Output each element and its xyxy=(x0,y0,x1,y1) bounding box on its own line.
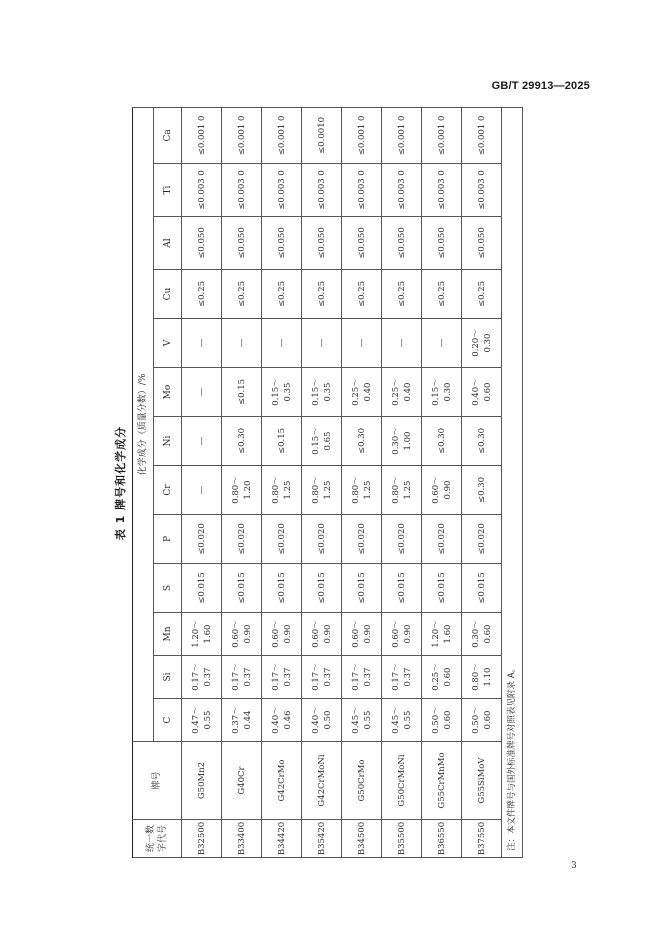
cell-code: B34500 xyxy=(342,820,382,858)
cell-value xyxy=(422,164,462,217)
cell-value xyxy=(382,564,422,613)
cell-value-line: ≤0.25 xyxy=(236,280,247,308)
table-row xyxy=(182,107,222,857)
cell-value-line: ≤0.003 0 xyxy=(436,170,447,210)
cell-value xyxy=(302,466,342,515)
cell-value-line: 0.15～ xyxy=(310,378,321,406)
cell-value xyxy=(222,217,262,270)
cell-value xyxy=(342,164,382,217)
cell-value xyxy=(422,417,462,466)
cell-value-line: 0.37 xyxy=(402,667,413,687)
cell-value-line: 0.60 xyxy=(482,710,493,730)
cell-value-line: 0.90 xyxy=(402,624,413,644)
cell-value xyxy=(182,699,222,742)
cell-code: B37550 xyxy=(462,820,502,858)
cell-value-line: ≤0.15 xyxy=(276,427,287,455)
cell-value xyxy=(422,699,462,742)
cell-value-line: ≤0.25 xyxy=(476,280,487,308)
header-element: Cr xyxy=(154,466,182,515)
cell-value-line: 0.60 xyxy=(482,382,493,402)
cell-value-line: ≤0.050 xyxy=(396,227,407,259)
cell-value-line: 0.60～ xyxy=(430,476,441,504)
cell-value xyxy=(382,515,422,564)
cell-value-line: ≤0.003 0 xyxy=(276,170,287,210)
cell-value-line: 0.50 xyxy=(322,710,333,730)
cell-value-line: 0.55 xyxy=(402,710,413,730)
cell-value-line: ≤0.003 0 xyxy=(316,170,327,210)
cell-value xyxy=(382,164,422,217)
cell-grade: G42CrMoNi xyxy=(302,742,342,820)
cell-grade: G40Cr xyxy=(222,742,262,820)
cell-value-line: 0.46 xyxy=(282,710,293,730)
cell-value xyxy=(422,613,462,656)
cell-value-line: 1.25 xyxy=(362,480,373,500)
cell-value xyxy=(262,164,302,217)
cell-value-line: 0.90 xyxy=(282,624,293,644)
table-row xyxy=(302,107,342,857)
cell-value-line: — xyxy=(396,338,407,348)
header-element: Ti xyxy=(154,164,182,217)
cell-value xyxy=(302,564,342,613)
cell-value xyxy=(342,417,382,466)
cell-value-line: ≤0.015 xyxy=(196,572,207,604)
cell-value-line: 0.25～ xyxy=(390,378,401,406)
cell-value xyxy=(262,368,302,417)
cell-value-line: 0.17～ xyxy=(190,663,201,691)
cell-code: B35420 xyxy=(302,820,342,858)
cell-value-line: ≤0.001 0 xyxy=(276,115,287,156)
cell-value xyxy=(262,417,302,466)
cell-value xyxy=(462,368,502,417)
cell-value-line: — xyxy=(196,387,207,397)
cell-value-line: 0.90 xyxy=(442,480,453,500)
cell-value-line: ≤0.003 0 xyxy=(236,170,247,210)
cell-value xyxy=(262,564,302,613)
cell-value xyxy=(262,515,302,564)
cell-value-line: 0.30～ xyxy=(390,427,401,455)
cell-value xyxy=(302,368,342,417)
cell-value xyxy=(462,466,502,515)
cell-value-line: ≤0.020 xyxy=(276,523,287,555)
cell-grade: G50CrMoNi xyxy=(382,742,422,820)
cell-value-line: 0.40～ xyxy=(270,706,281,734)
table-body xyxy=(182,107,502,857)
cell-value-line: ≤0.020 xyxy=(476,523,487,555)
header-element: Al xyxy=(154,217,182,270)
cell-value-line: 0.60 xyxy=(442,667,453,687)
cell-value-line: ≤0.30 xyxy=(436,427,447,455)
cell-value xyxy=(262,699,302,742)
cell-value-line: ≤0.30 xyxy=(476,427,487,455)
cell-value xyxy=(342,564,382,613)
cell-value-line: ≤0.25 xyxy=(316,280,327,308)
cell-value xyxy=(302,164,342,217)
cell-value xyxy=(342,466,382,515)
table-caption: 表 1 牌号和化学成分 xyxy=(114,425,127,541)
cell-value-line: ≤0.015 xyxy=(276,572,287,604)
cell-value-line: 1.25 xyxy=(282,480,293,500)
cell-value-line: ≤0.003 0 xyxy=(356,170,367,210)
cell-value-line: 0.25～ xyxy=(430,663,441,691)
table-note: 注：本文件牌号与国外标准牌号对照表见附录 A。 xyxy=(502,107,523,857)
cell-grade: G55CrMnMo xyxy=(422,742,462,820)
cell-value-line: ≤0.015 xyxy=(476,572,487,604)
cell-value xyxy=(222,164,262,217)
cell-value-line: 0.17～ xyxy=(390,663,401,691)
header-element: V xyxy=(154,319,182,368)
cell-value-line: ≤0.001 0 xyxy=(396,115,407,156)
cell-value xyxy=(342,368,382,417)
cell-grade: G55SiMoV xyxy=(462,742,502,820)
cell-value xyxy=(182,613,222,656)
cell-value xyxy=(342,656,382,699)
cell-value xyxy=(422,107,462,163)
cell-value xyxy=(182,368,222,417)
cell-value xyxy=(422,270,462,319)
cell-value-line: 0.17～ xyxy=(270,663,281,691)
table-row xyxy=(462,107,502,857)
cell-value xyxy=(342,515,382,564)
cell-value-line: 0.60 xyxy=(482,624,493,644)
cell-value-line: ≤0.020 xyxy=(316,523,327,555)
cell-value-line: 0.17～ xyxy=(310,663,321,691)
cell-value xyxy=(302,656,342,699)
cell-value-line: 0.40～ xyxy=(470,378,481,406)
cell-value-line: ≤0.050 xyxy=(236,227,247,259)
cell-value-line: — xyxy=(276,338,287,348)
header-element: Mo xyxy=(154,368,182,417)
cell-value-line: ≤0.015 xyxy=(396,572,407,604)
cell-value-line: ≤0.050 xyxy=(276,227,287,259)
cell-value xyxy=(462,515,502,564)
cell-value-line: ≤0.050 xyxy=(476,227,487,259)
cell-value-line: ≤0.015 xyxy=(356,572,367,604)
cell-value-line: 0.45～ xyxy=(350,706,361,734)
cell-value xyxy=(342,613,382,656)
cell-value-line: 0.40 xyxy=(402,382,413,402)
cell-value xyxy=(382,319,422,368)
cell-value-line: ≤0.25 xyxy=(436,280,447,308)
cell-value-line: ≤0.0010 xyxy=(316,116,327,154)
cell-value xyxy=(182,217,222,270)
cell-value xyxy=(182,319,222,368)
page-number: 3 xyxy=(571,861,577,871)
cell-value-line: 0.25～ xyxy=(350,378,361,406)
cell-value-line: 1.20～ xyxy=(190,620,201,648)
cell-value xyxy=(302,319,342,368)
cell-value-line: 0.90 xyxy=(322,624,333,644)
cell-value-line: 0.60 xyxy=(442,710,453,730)
cell-value-line: ≤0.050 xyxy=(196,227,207,259)
table-row xyxy=(262,107,302,857)
cell-value-line: 0.55 xyxy=(362,710,373,730)
cell-value xyxy=(262,319,302,368)
header-element: Cu xyxy=(154,270,182,319)
cell-value-line: ≤0.001 0 xyxy=(236,115,247,156)
cell-value xyxy=(462,164,502,217)
cell-value xyxy=(462,270,502,319)
cell-value-line: 1.10 xyxy=(482,667,493,687)
header-element: P xyxy=(154,515,182,564)
cell-value-line: ≤0.001 0 xyxy=(436,115,447,156)
cell-value xyxy=(422,319,462,368)
cell-value xyxy=(182,270,222,319)
table-row xyxy=(222,107,262,857)
cell-value-line: 0.80～ xyxy=(230,476,241,504)
header-code: 统一数字代号 xyxy=(133,820,182,858)
cell-value xyxy=(422,515,462,564)
cell-value xyxy=(182,417,222,466)
cell-value-line: ≤0.020 xyxy=(196,523,207,555)
cell-value-line: 0.30 xyxy=(482,333,493,353)
cell-value-line: 0.37 xyxy=(362,667,373,687)
cell-value xyxy=(422,217,462,270)
cell-value-line: — xyxy=(236,338,247,348)
cell-value-line: ≤0.25 xyxy=(196,280,207,308)
table-area xyxy=(110,108,517,858)
cell-value xyxy=(182,515,222,564)
cell-value-line: 0.80～ xyxy=(470,663,481,691)
cell-value xyxy=(382,699,422,742)
cell-value-line: ≤0.003 0 xyxy=(196,170,207,210)
cell-value xyxy=(222,107,262,163)
cell-value-line: 0.90 xyxy=(242,624,253,644)
cell-value-line: 0.50～ xyxy=(470,706,481,734)
cell-value-line: ≤0.001 0 xyxy=(356,115,367,156)
cell-value xyxy=(302,270,342,319)
cell-value xyxy=(222,466,262,515)
cell-value-line: 0.60～ xyxy=(310,620,321,648)
cell-value-line: 0.15～ xyxy=(430,378,441,406)
cell-value xyxy=(302,515,342,564)
cell-value-line: — xyxy=(196,338,207,348)
header-element: Ni xyxy=(154,417,182,466)
cell-value-line: ≤0.25 xyxy=(276,280,287,308)
cell-value xyxy=(302,613,342,656)
cell-value-line: ≤0.015 xyxy=(236,572,247,604)
cell-value xyxy=(302,699,342,742)
cell-value-line: 1.20～ xyxy=(430,620,441,648)
cell-value xyxy=(462,417,502,466)
cell-value-line: 0.30～ xyxy=(470,620,481,648)
cell-value xyxy=(462,319,502,368)
cell-value-line: — xyxy=(196,485,207,495)
cell-value xyxy=(262,107,302,163)
cell-value-line: ≤0.15 xyxy=(236,378,247,406)
cell-value xyxy=(222,319,262,368)
table-row xyxy=(342,107,382,857)
cell-value-line: ≤0.050 xyxy=(356,227,367,259)
cell-value-line: ≤0.30 xyxy=(356,427,367,455)
header-element: Si xyxy=(154,656,182,699)
cell-value-line: — xyxy=(316,338,327,348)
cell-value-line: 0.40～ xyxy=(310,706,321,734)
cell-value-line: 0.20～ xyxy=(470,329,481,357)
cell-value xyxy=(382,466,422,515)
cell-value xyxy=(382,613,422,656)
cell-value xyxy=(422,656,462,699)
cell-value-line: ≤0.020 xyxy=(356,523,367,555)
header-element: C xyxy=(154,699,182,742)
cell-value xyxy=(222,656,262,699)
header-composition-group: 化学成分（质量分数）/% xyxy=(133,107,154,741)
cell-value-line: 0.47～ xyxy=(190,706,201,734)
cell-value-line: ≤0.30 xyxy=(236,427,247,455)
cell-value-line: ≤0.015 xyxy=(316,572,327,604)
cell-value xyxy=(222,699,262,742)
cell-code: B33400 xyxy=(222,820,262,858)
cell-value-line: 1.00 xyxy=(402,431,413,451)
cell-value-line: ≤0.015 xyxy=(436,572,447,604)
cell-value-line: 0.80～ xyxy=(310,476,321,504)
cell-value xyxy=(182,107,222,163)
cell-grade: G50Mn2 xyxy=(182,742,222,820)
header-element: Ca xyxy=(154,107,182,163)
cell-value-line: 0.80～ xyxy=(390,476,401,504)
cell-value-line: 0.37 xyxy=(282,667,293,687)
cell-value xyxy=(262,217,302,270)
header-element: S xyxy=(154,564,182,613)
cell-value-line: 0.80～ xyxy=(270,476,281,504)
cell-value-line: 1.60 xyxy=(202,624,213,644)
cell-value xyxy=(462,217,502,270)
cell-value-line: 0.50～ xyxy=(430,706,441,734)
table-row xyxy=(422,107,462,857)
cell-value-line: 1.60 xyxy=(442,624,453,644)
cell-value-line: 0.15～ xyxy=(270,378,281,406)
cell-value-line: 0.35 xyxy=(322,382,333,402)
cell-value xyxy=(302,107,342,163)
cell-value xyxy=(462,699,502,742)
cell-value xyxy=(222,564,262,613)
cell-value xyxy=(342,270,382,319)
cell-value xyxy=(382,417,422,466)
chemical-composition-table xyxy=(132,107,523,858)
cell-value-line: ≤0.30 xyxy=(476,476,487,504)
cell-value xyxy=(182,466,222,515)
cell-value-line: 0.65 xyxy=(322,431,333,451)
cell-value-line: ≤0.25 xyxy=(356,280,367,308)
cell-value-line: 0.17～ xyxy=(350,663,361,691)
cell-value-line: 0.40 xyxy=(362,382,373,402)
cell-code: B36550 xyxy=(422,820,462,858)
cell-value-line: ≤0.25 xyxy=(396,280,407,308)
cell-value xyxy=(262,466,302,515)
cell-value xyxy=(222,515,262,564)
cell-code: B35500 xyxy=(382,820,422,858)
cell-value-line: ≤0.003 0 xyxy=(396,170,407,210)
cell-value xyxy=(382,107,422,163)
cell-value-line: 0.37 xyxy=(322,667,333,687)
cell-value xyxy=(422,466,462,515)
cell-value-line: 0.60～ xyxy=(230,620,241,648)
cell-code: B34420 xyxy=(262,820,302,858)
cell-value xyxy=(262,656,302,699)
cell-value xyxy=(342,217,382,270)
cell-value-line: ≤0.050 xyxy=(316,227,327,259)
cell-value-line: ≤0.001 0 xyxy=(476,115,487,156)
cell-value-line: 0.60～ xyxy=(270,620,281,648)
cell-value-line: 1.25 xyxy=(322,480,333,500)
cell-grade: G50CrMo xyxy=(342,742,382,820)
cell-value xyxy=(382,368,422,417)
cell-value-line: — xyxy=(356,338,367,348)
cell-value-line: 0.80～ xyxy=(350,476,361,504)
cell-value xyxy=(422,368,462,417)
standard-code: GB/T 29913—2025 xyxy=(491,80,590,92)
cell-value-line: 0.37 xyxy=(242,667,253,687)
cell-value xyxy=(462,656,502,699)
cell-value xyxy=(302,417,342,466)
cell-value xyxy=(222,417,262,466)
cell-value-line: 0.45～ xyxy=(390,706,401,734)
cell-value xyxy=(342,699,382,742)
cell-value xyxy=(262,613,302,656)
cell-value xyxy=(182,164,222,217)
cell-value-line: ≤0.050 xyxy=(436,227,447,259)
cell-value-line: 0.37 xyxy=(202,667,213,687)
cell-value-line: 0.35 xyxy=(282,382,293,402)
header-grade: 牌号 xyxy=(133,742,182,820)
cell-value xyxy=(422,564,462,613)
cell-value-line: ≤0.020 xyxy=(236,523,247,555)
cell-value-line: 0.37～ xyxy=(230,706,241,734)
cell-value-line: 0.60～ xyxy=(390,620,401,648)
cell-value xyxy=(462,564,502,613)
cell-value xyxy=(262,270,302,319)
cell-value-line: 0.30 xyxy=(442,382,453,402)
cell-value xyxy=(382,217,422,270)
cell-value-line: ≤0.003 0 xyxy=(476,170,487,210)
cell-value-line: 1.20 xyxy=(242,480,253,500)
cell-grade: G42CrMo xyxy=(262,742,302,820)
cell-value xyxy=(222,270,262,319)
cell-value xyxy=(302,217,342,270)
cell-value-line: ≤0.001 0 xyxy=(196,115,207,156)
cell-value-line: — xyxy=(196,436,207,446)
cell-value-line: 0.90 xyxy=(362,624,373,644)
cell-value xyxy=(342,319,382,368)
cell-value-line: 0.55 xyxy=(202,710,213,730)
cell-value-line: 0.44 xyxy=(242,710,253,730)
cell-value-line: 1.25 xyxy=(402,480,413,500)
cell-value xyxy=(342,107,382,163)
cell-code: B32500 xyxy=(182,820,222,858)
cell-value xyxy=(222,613,262,656)
cell-value-line: ≤0.020 xyxy=(396,523,407,555)
table-row xyxy=(382,107,422,857)
cell-value xyxy=(382,270,422,319)
cell-value-line: ≤0.020 xyxy=(436,523,447,555)
cell-value xyxy=(462,613,502,656)
rotated-table-frame xyxy=(110,108,517,858)
cell-value-line: 0.60～ xyxy=(350,620,361,648)
cell-value-line: — xyxy=(436,338,447,348)
cell-value xyxy=(182,564,222,613)
header-element: Mn xyxy=(154,613,182,656)
cell-value xyxy=(182,656,222,699)
cell-value xyxy=(222,368,262,417)
cell-value xyxy=(382,656,422,699)
cell-value-line: 0.17～ xyxy=(230,663,241,691)
cell-value xyxy=(462,107,502,163)
cell-value-line: 0.15～ xyxy=(310,427,321,455)
